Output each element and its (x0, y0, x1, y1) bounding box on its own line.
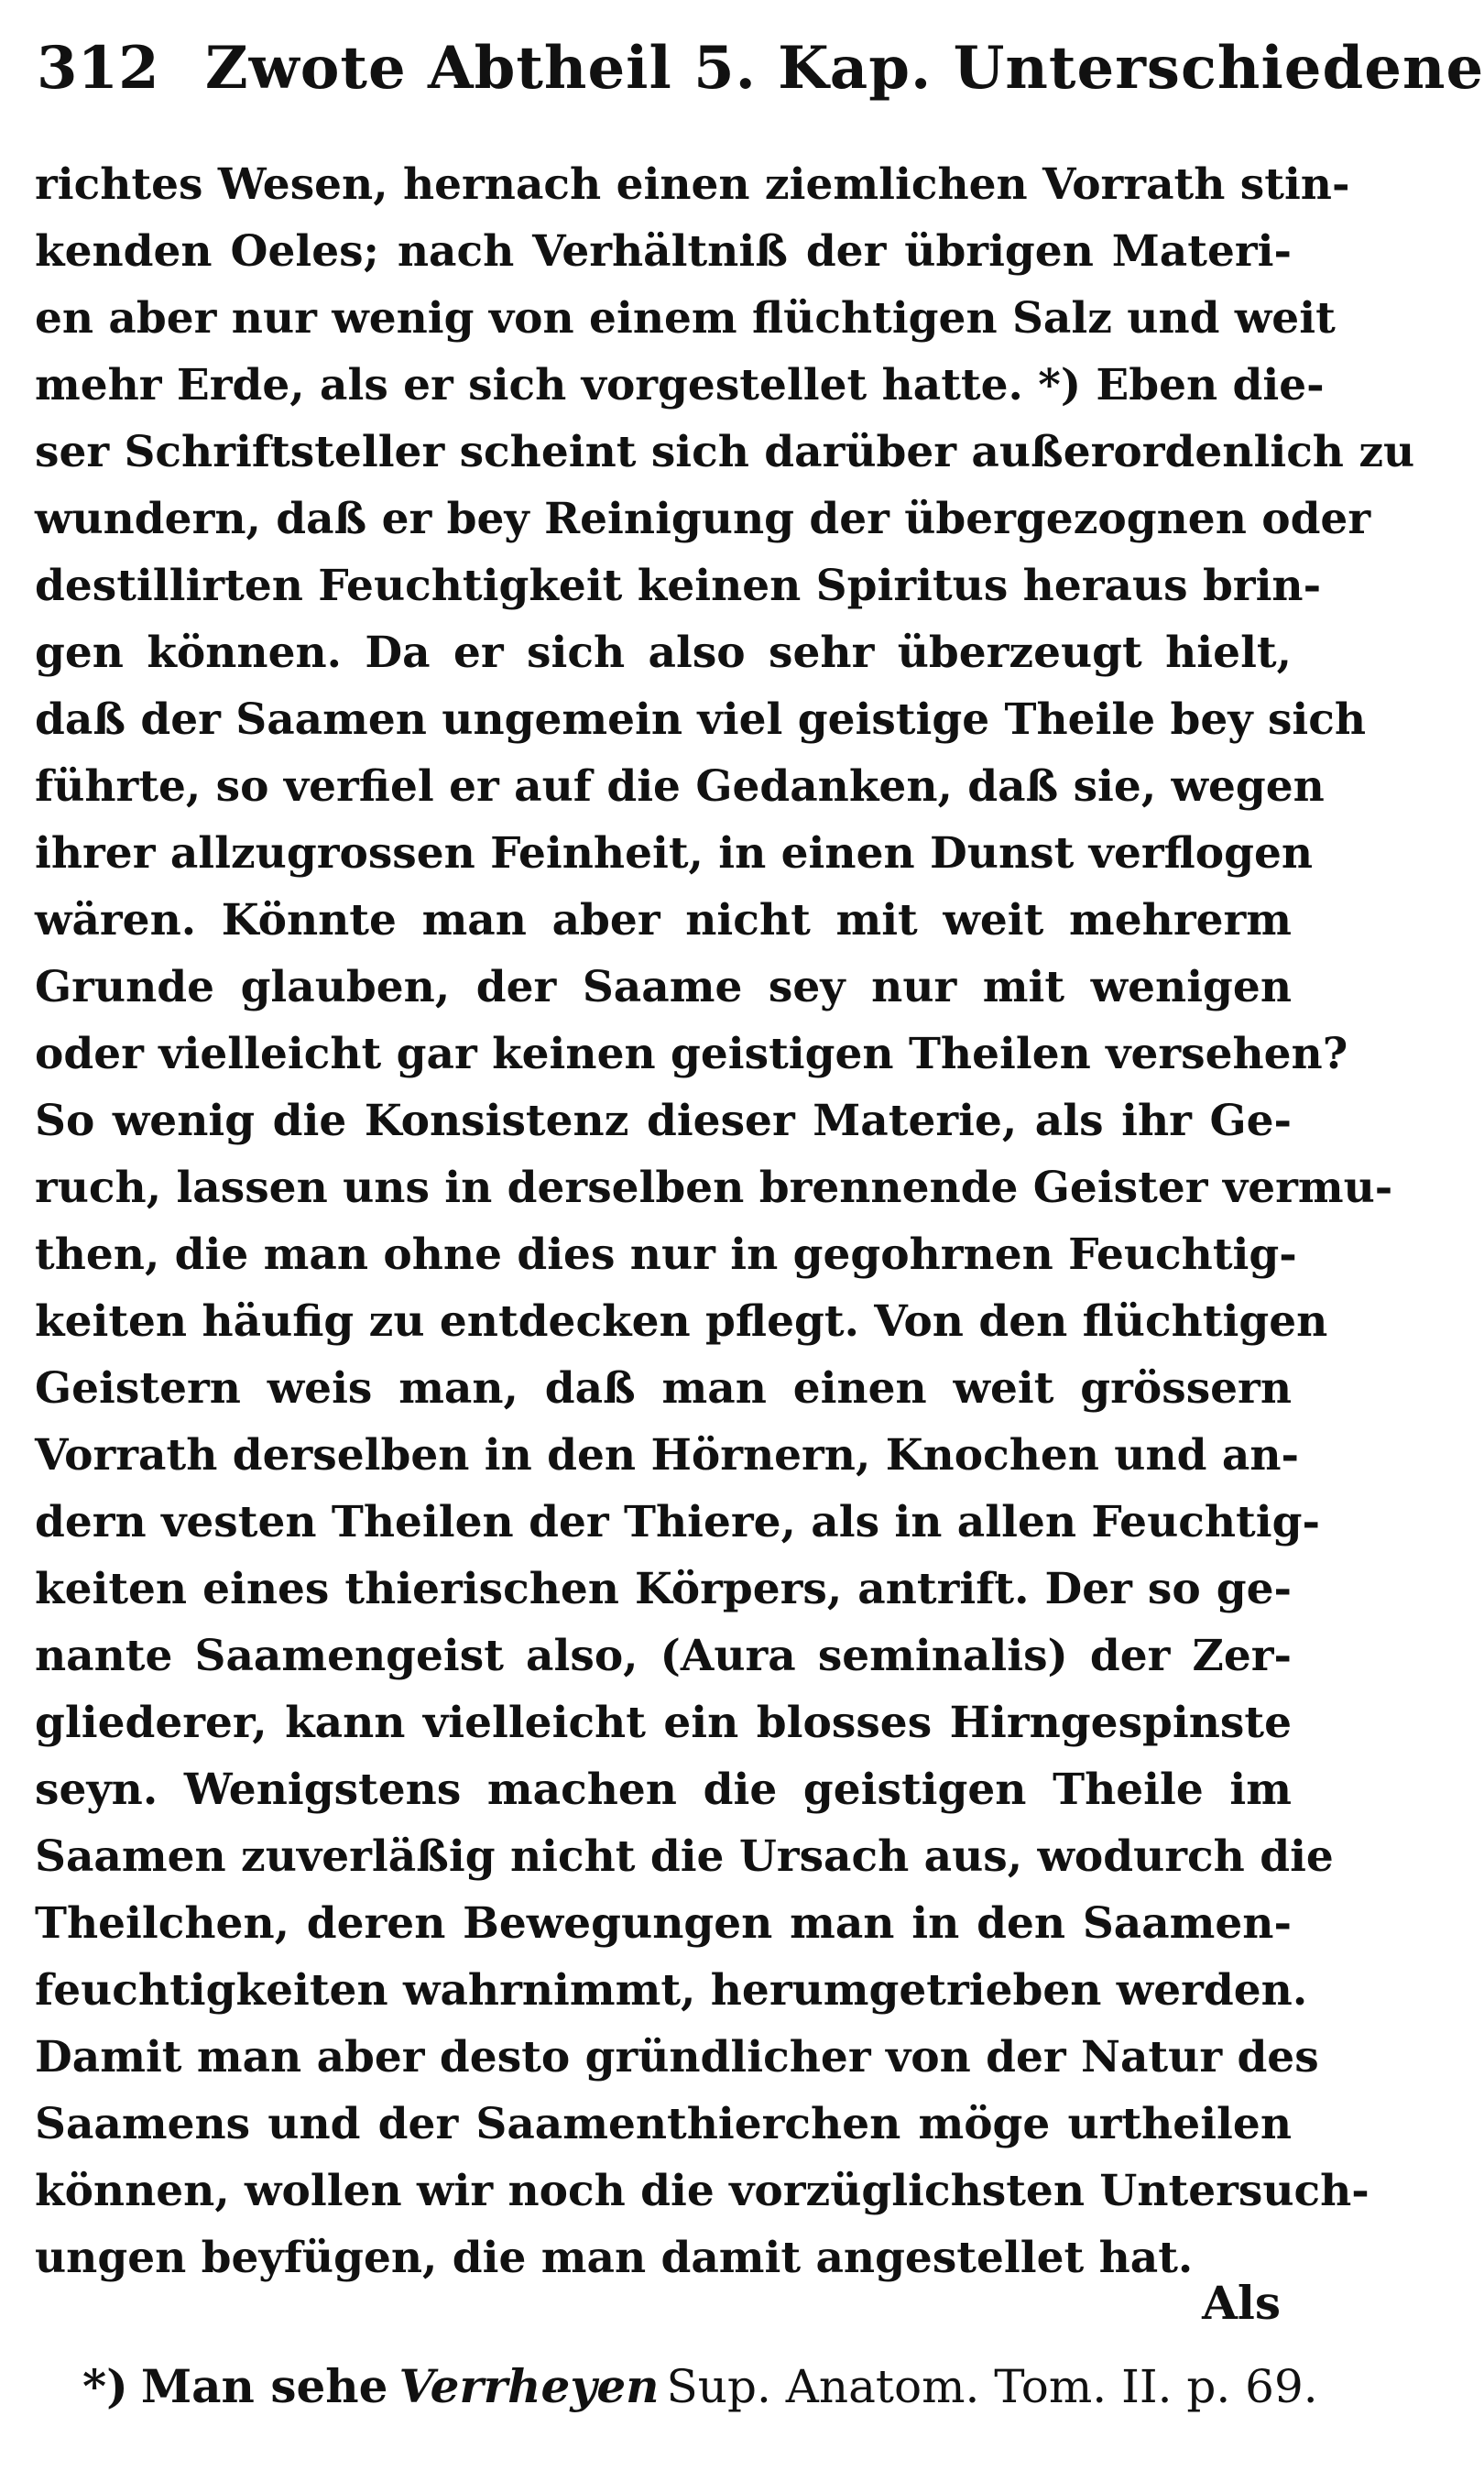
text-line: richtes Wesen, hernach einen ziemlichen Vorrath stin- (35, 159, 1350, 210)
text-line: keiten eines thierischen Körpers, antrift. Der so ge- (35, 1564, 1292, 1614)
text-line: gliederer, kann vielleicht ein blosses Hirngespinste (35, 1698, 1292, 1748)
text-line: kenden Oeles; nach Verhältniß der übrigen Materi- (35, 226, 1292, 277)
text-line: ruch, lassen uns in derselben brennende Geister vermu- (35, 1163, 1393, 1213)
page-header (37, 18, 1484, 119)
text-line: mehr Erde, als er sich vorgestellet hatte. *) Eben die- (35, 360, 1325, 410)
text-line: seyn. Wenigstens machen die geistigen Theile im (35, 1765, 1292, 1815)
text-line: ihrer allzugrossen Feinheit, in einen Dunst verflogen (35, 828, 1314, 879)
footnote-text: Man sehe (140, 2359, 388, 2413)
text-line: Grunde glauben, der Saame sey nur mit wenigen (35, 962, 1292, 1012)
text-line: Vorrath derselben in den Hörnern, Knochen und an- (35, 1430, 1300, 1481)
text-line: then, die man ohne dies nur in gegohrnen Feuchtig- (35, 1230, 1297, 1280)
text-line: dern vesten Theilen der Thiere, als in allen Feuchtig- (35, 1497, 1320, 1547)
body-text (35, 151, 1415, 2291)
footnote-author: Verrheyen (398, 2359, 660, 2413)
text-line: daß der Saamen ungemein viel geistige Theile bey sich (35, 694, 1367, 745)
footnote-marker: *) (82, 2359, 128, 2413)
text-line: Geistern weis man, daß man einen weit grössern (35, 1363, 1292, 1414)
text-line: Saamen zuverläßig nicht die Ursach aus, wodurch die (35, 1831, 1334, 1882)
running-head: Zwote Abtheil 5. Kap. Unterschiedene (204, 34, 1484, 103)
text-line: ser Schriftsteller scheint sich darüber außerordenlich zu (35, 427, 1415, 477)
text-line: Saamens und der Saamenthierchen möge urtheilen (35, 2099, 1292, 2149)
text-line: destillirten Feuchtigkeit keinen Spiritus heraus brin- (35, 561, 1322, 611)
text-line: Damit man aber desto gründlicher von der Natur des (35, 2032, 1319, 2082)
text-line: So wenig die Konsistenz dieser Materie, als ihr Ge- (35, 1096, 1292, 1146)
text-line: können, wollen wir noch die vorzüglichsten Untersuch- (35, 2166, 1369, 2216)
text-line: ungen beyfügen, die man damit angestellet hat. (35, 2233, 1194, 2283)
text-line: führte, so verfiel er auf die Gedanken, daß sie, wegen (35, 761, 1325, 812)
text-line: gen können. Da er sich also sehr überzeugt hielt, (35, 628, 1292, 678)
text-line: Theilchen, deren Bewegungen man in den Saamen- (35, 1898, 1292, 1949)
catchword: Als (1202, 2276, 1281, 2330)
text-line: en aber nur wenig von einem flüchtigen Salz und weit (35, 293, 1336, 344)
page-number: 312 (37, 34, 159, 103)
text-line: nante Saamengeist also, (Aura seminalis) der Zer- (35, 1631, 1292, 1681)
text-line: wundern, daß er bey Reinigung der übergezognen oder (35, 494, 1371, 544)
text-line: keiten häufig zu entdecken pflegt. Von den flüchtigen (35, 1296, 1328, 1347)
text-line: oder vielleicht gar keinen geistigen Theilen versehen? (35, 1029, 1348, 1079)
footnote-reference: Sup. Anatom. Tom. II. p. 69. (666, 2360, 1318, 2413)
text-line: wären. Könnte man aber nicht mit weit mehrerm (35, 895, 1292, 945)
text-line: feuchtigkeiten wahrnimmt, herumgetrieben werden. (35, 1965, 1308, 2016)
footnote (82, 2345, 1318, 2428)
